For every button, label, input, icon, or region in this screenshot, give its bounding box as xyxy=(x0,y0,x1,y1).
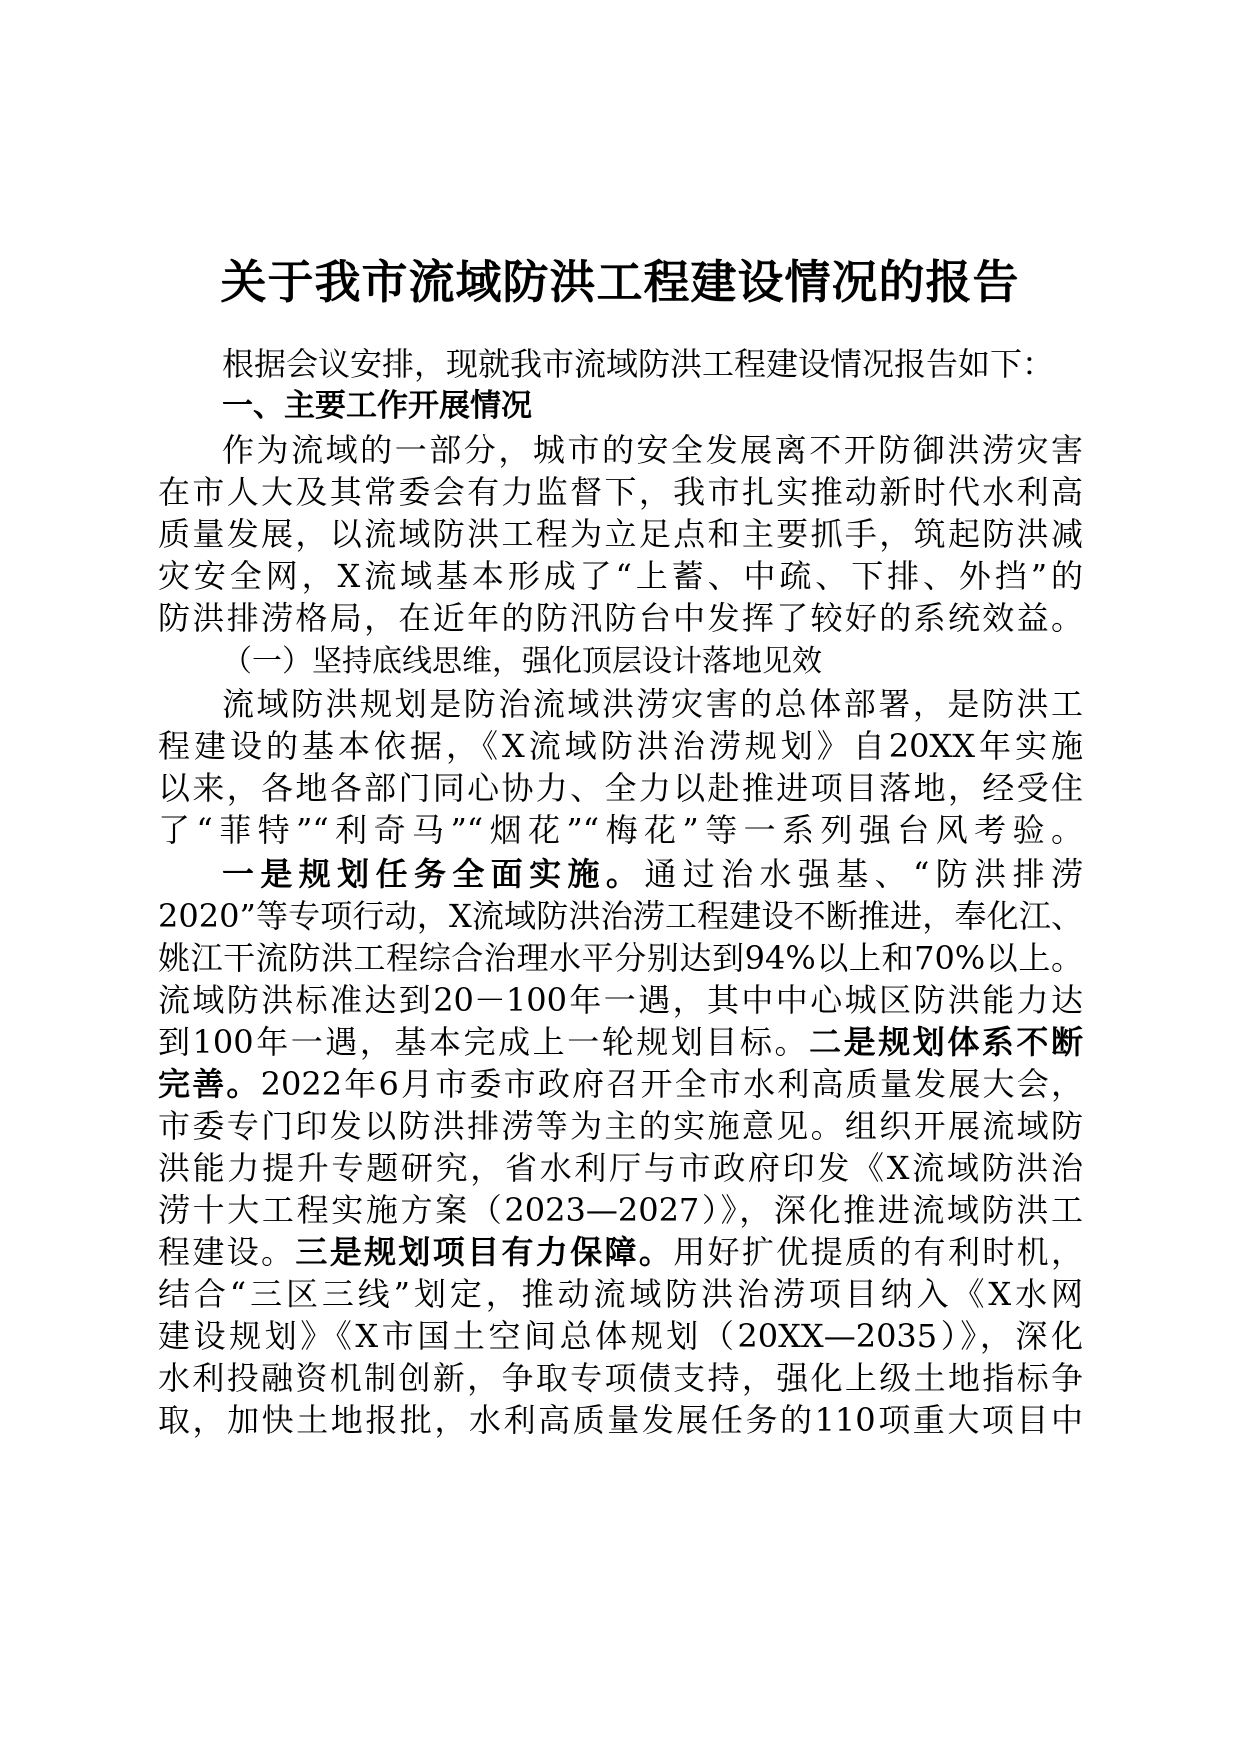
bold-lead-3: 三是规划项目有力保障。 xyxy=(295,1233,674,1271)
text-run: 程建设。 xyxy=(158,1233,296,1271)
paragraph-line: 作为流域的一部分，城市的安全发展离不开防御洪涝灾害 xyxy=(222,431,1083,469)
paragraph-line: 涝十大工程实施方案（2023—2027）》，深化推进流域防洪工 xyxy=(158,1191,1083,1229)
paragraph-line: 2020”等专项行动，X流域防洪治涝工程建设不断推进，奉化江、 xyxy=(158,897,1083,935)
paragraph-line: 防洪排涝格局，在近年的防汛防台中发挥了较好的系统效益。 xyxy=(158,599,1083,637)
paragraph-line: 灾安全网，X流域基本形成了“上蓄、中疏、下排、外挡”的 xyxy=(158,557,1083,595)
subsection-heading-1: （一）坚持底线思维，强化顶层设计落地见效 xyxy=(222,644,822,679)
paragraph-line: 以来，各地各部门同心协力、全力以赴推进项目落地，经受住 xyxy=(158,769,1083,807)
paragraph-line: 结合“三区三线”划定，推动流域防洪治涝项目纳入《X水网 xyxy=(158,1275,1083,1313)
paragraph-line: 流域防洪规划是防治流域洪涝灾害的总体部署，是防洪工 xyxy=(222,685,1083,723)
paragraph-line: 在市人大及其常委会有力监督下，我市扎实推动新时代水利高 xyxy=(158,473,1083,511)
paragraph-line: 流域防洪标准达到20－100年一遇，其中中心城区防洪能力达 xyxy=(158,981,1083,1019)
paragraph-line: 建设规划》《X市国土空间总体规划（20XX—2035）》，深化 xyxy=(158,1317,1083,1355)
text-run: 2022年6月市委市政府召开全市水利高质量发展大会， xyxy=(260,1065,1083,1103)
bold-lead-1: 一是规划任务全面实施。 xyxy=(222,855,645,893)
bold-lead-2-end: 完善。 xyxy=(158,1065,261,1103)
text-run: 到100年一遇，基本完成上一轮规划目标。 xyxy=(158,1023,810,1061)
paragraph-line: 了“菲特”“利奇马”“烟花”“梅花”等一系列强台风考验。 xyxy=(158,811,1083,849)
section-heading-1: 一、主要工作开展情况 xyxy=(222,388,532,424)
paragraph-line xyxy=(158,1062,1083,1106)
bold-lead-2: 二是规划体系不断 xyxy=(809,1023,1083,1061)
text-run: 用好扩优提质的有利时机， xyxy=(673,1233,1083,1271)
paragraph-line: 市委专门印发以防洪排涝等为主的实施意见。组织开展流域防 xyxy=(158,1107,1083,1145)
paragraph-line xyxy=(222,852,1083,896)
paragraph-line: 质量发展，以流域防洪工程为立足点和主要抓手，筑起防洪减 xyxy=(158,515,1083,553)
paragraph-line: 姚江干流防洪工程综合治理水平分别达到94%以上和70%以上。 xyxy=(158,939,1083,977)
paragraph-line: 水利投融资机制创新，争取专项债支持，强化上级土地指标争 xyxy=(158,1359,1083,1397)
paragraph-line xyxy=(158,1020,1083,1064)
paragraph-line: 洪能力提升专题研究，省水利厅与市政府印发《X流域防洪治 xyxy=(158,1149,1083,1187)
text-run: 通过治水强基、“防洪排涝 xyxy=(644,855,1083,893)
paragraph-line: 取，加快土地报批，水利高质量发展任务的110项重大项目中 xyxy=(158,1401,1083,1439)
paragraph-line: 程建设的基本依据，《X流域防洪治涝规划》自20XX年实施 xyxy=(158,727,1083,765)
paragraph-line xyxy=(158,1230,1083,1274)
intro-paragraph: 根据会议安排，现就我市流域防洪工程建设情况报告如下： xyxy=(222,345,1055,383)
document-title: 关于我市流域防洪工程建设情况的报告 xyxy=(220,255,1020,309)
